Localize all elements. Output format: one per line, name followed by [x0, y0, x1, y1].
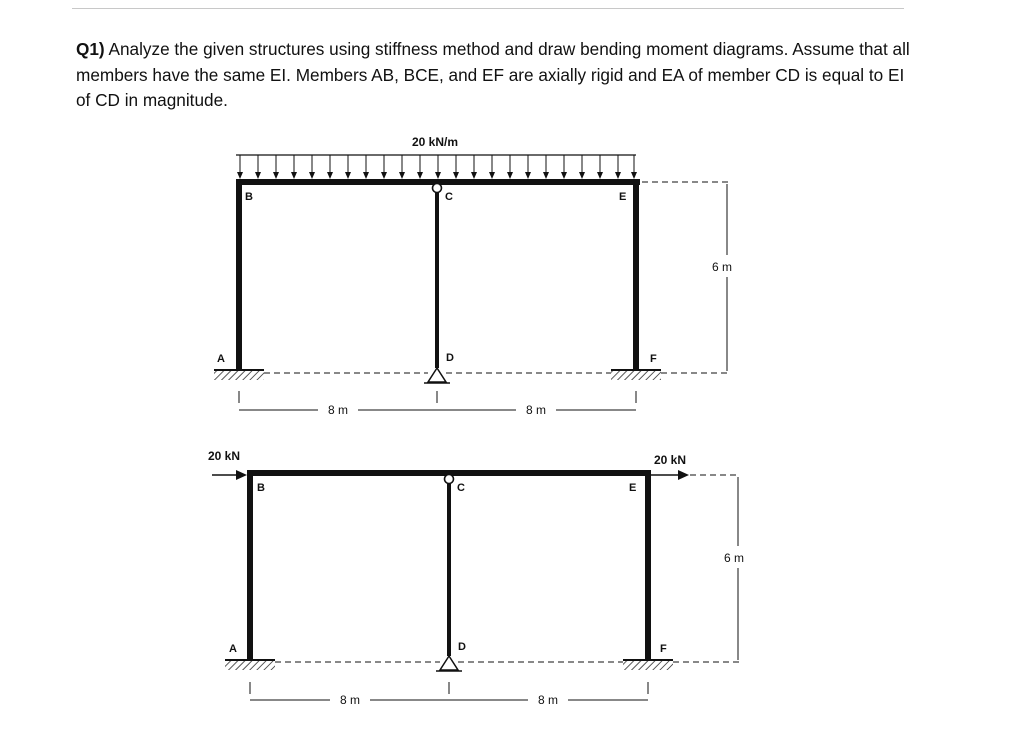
- height-dimension-label: 6 m: [723, 551, 745, 565]
- node-label-c: C: [445, 191, 453, 203]
- fixed-support-f-icon: [611, 370, 661, 380]
- node-label-a: A: [217, 353, 225, 365]
- structure-2: [208, 449, 744, 707]
- point-load-right-arrow-icon: [651, 470, 689, 480]
- node-label-a: A: [229, 643, 237, 655]
- fixed-support-f-icon: [623, 660, 673, 670]
- right-span-label: 8 m: [525, 403, 547, 417]
- hinge-c-icon: [433, 184, 442, 193]
- left-span-label: 8 m: [327, 403, 349, 417]
- node-label-f: F: [660, 643, 667, 655]
- node-label-c: C: [457, 482, 465, 494]
- question-body: Analyze the given structures using stiffness method and draw bending moment diagrams. Assume that all members have the same EI. Members AB, BCE, and EF are axially rigid and EA of member CD is equal to EI of CD in magnitude.: [76, 39, 910, 110]
- node-label-f: F: [650, 353, 657, 365]
- height-dimension-label: 6 m: [711, 260, 733, 274]
- structure-1: [214, 135, 732, 417]
- pin-support-d-icon: [436, 656, 462, 671]
- distributed-load-label: 20 kN/m: [411, 135, 459, 149]
- node-label-d: D: [446, 352, 454, 364]
- question-number: Q1): [76, 39, 105, 59]
- point-load-right-label: 20 kN: [653, 453, 687, 467]
- node-label-b: B: [257, 482, 265, 494]
- left-span-label: 8 m: [339, 693, 361, 707]
- pin-support-d-icon: [424, 368, 450, 383]
- hinge-c-icon: [445, 475, 454, 484]
- node-label-e: E: [629, 482, 637, 494]
- point-load-left-arrow-icon: [212, 470, 247, 480]
- node-label-e: E: [619, 191, 627, 203]
- node-label-b: B: [245, 191, 253, 203]
- fixed-support-a-icon: [225, 660, 275, 670]
- right-span-label: 8 m: [537, 693, 559, 707]
- point-load-left-label: 20 kN: [207, 449, 241, 463]
- fixed-support-a-icon: [214, 370, 264, 380]
- distributed-load: [236, 155, 637, 179]
- node-label-d: D: [458, 641, 466, 653]
